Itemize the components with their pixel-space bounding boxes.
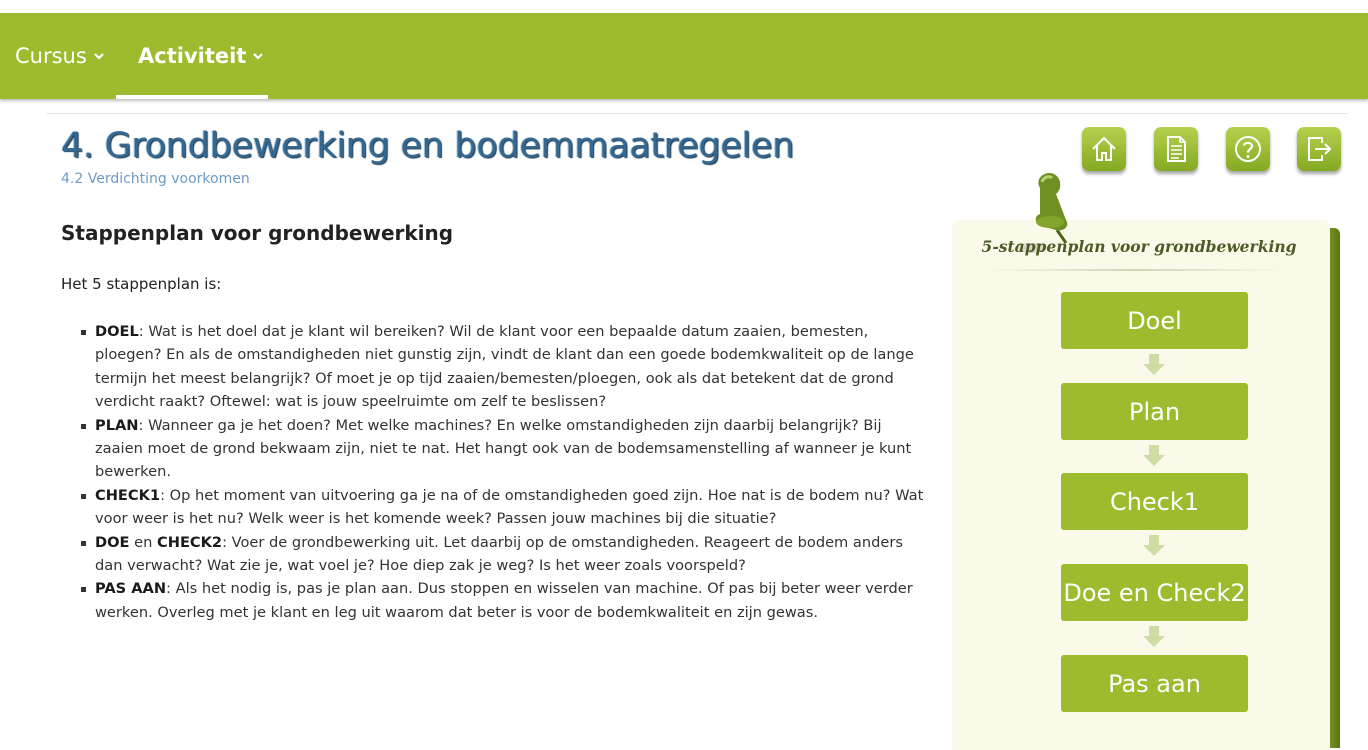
chevron-down-icon <box>252 50 264 62</box>
flow-step-pas-aan: Pas aan <box>1061 655 1248 712</box>
panel-title: 5-stappenplan voor grondbewerking <box>981 237 1297 256</box>
step-connector: en <box>129 533 158 551</box>
panel-title-divider <box>985 269 1285 271</box>
step-text: : Wanneer ga je het doen? Met welke machines? En welke omstandigheden zijn daarbij belangrijk? Bij zaaien moet de grond bekwaam zijn, niet te nat. Het hangt ook van de bodemsamenstelling af wanneer je kunt bewerken. <box>95 416 912 481</box>
flow-step-plan: Plan <box>1061 383 1248 440</box>
nav-menu-cursus[interactable] <box>15 13 105 99</box>
list-item <box>61 320 931 414</box>
arrow-down-icon <box>1142 445 1166 467</box>
exit-button[interactable] <box>1297 127 1341 171</box>
step-term: CHECK1 <box>95 486 161 504</box>
list-item <box>61 531 931 578</box>
exit-icon <box>1304 134 1334 164</box>
arrow-down-icon <box>1142 354 1166 376</box>
step-term: CHECK2 <box>157 533 223 551</box>
active-tab-indicator <box>116 95 268 99</box>
step-term: PLAN <box>95 416 139 434</box>
intro-text: Het 5 stappenplan is: <box>61 275 222 293</box>
document-button[interactable] <box>1154 127 1198 171</box>
top-strip <box>0 0 1368 13</box>
list-item <box>61 484 931 531</box>
step-term: DOE <box>95 533 130 551</box>
nav-menu-cursus-label: Cursus <box>15 44 87 68</box>
header-divider <box>46 113 1348 114</box>
nav-menu-activiteit-label: Activiteit <box>138 44 247 68</box>
list-item <box>61 577 931 624</box>
list-item <box>61 414 931 484</box>
chevron-down-icon <box>93 50 105 62</box>
flow-step-check1: Check1 <box>1061 473 1248 530</box>
document-icon <box>1161 134 1191 164</box>
step-term: PAS AAN <box>95 580 167 598</box>
step-term: DOEL <box>95 323 139 340</box>
step-text: : Wat is het doel dat je klant wil bereiken? Wil de klant voor een bepaalde datum zaaien, bemesten, ploegen? En als de omstandigheden niet gunstig zijn, vindt de klant dan een goede bodemkwaliteit op de lange termijn het meest belangrijk? Of moet je op tijd zaaien/bemesten/ploegen, ook als dat betekent dat de grond verdicht raakt? Oftewel: wat is jouw speelruimte om zelf te beslissen? <box>95 323 914 411</box>
home-icon <box>1089 134 1119 164</box>
nav-menu-activiteit[interactable] <box>138 13 264 99</box>
step-text: : Als het nodig is, pas je plan aan. Dus stoppen en wisselen van machine. Of pas bij beter weer verder werken. Overleg met je klant en leg uit waarom dat beter is voor de bodemkwaliteit en zijn gewas. <box>95 580 913 621</box>
page-title: 4. Grondbewerking en bodemmaatregelen <box>61 126 795 166</box>
top-navigation-bar <box>0 13 1368 99</box>
step-text: : Voer de grondbewerking uit. Let daarbij op de omstandigheden. Reageert de bodem anders dan verwacht? Wat zie je, wat voel je? Hoe diep zak je weg? Is het weer zoals voorspeld? <box>95 533 903 575</box>
flow-step-doe-en-check2: Doe en Check2 <box>1061 564 1248 621</box>
arrow-down-icon <box>1142 535 1166 557</box>
home-button[interactable] <box>1082 127 1126 171</box>
flow-step-doel: Doel <box>1061 292 1248 349</box>
page-subtitle: 4.2 Verdichting voorkomen <box>61 171 250 187</box>
step-text: : Op het moment van uitvoering ga je na of de omstandigheden goed zijn. Hoe nat is de bodem nu? Wat voor weer is het nu? Welk weer is het komende week? Passen jouw machines bij die situatie? <box>95 486 924 528</box>
steps-list <box>61 320 931 624</box>
help-icon <box>1233 134 1263 164</box>
section-heading: Stappenplan voor grondbewerking <box>61 221 454 245</box>
arrow-down-icon <box>1142 626 1166 648</box>
help-button[interactable] <box>1226 127 1270 171</box>
